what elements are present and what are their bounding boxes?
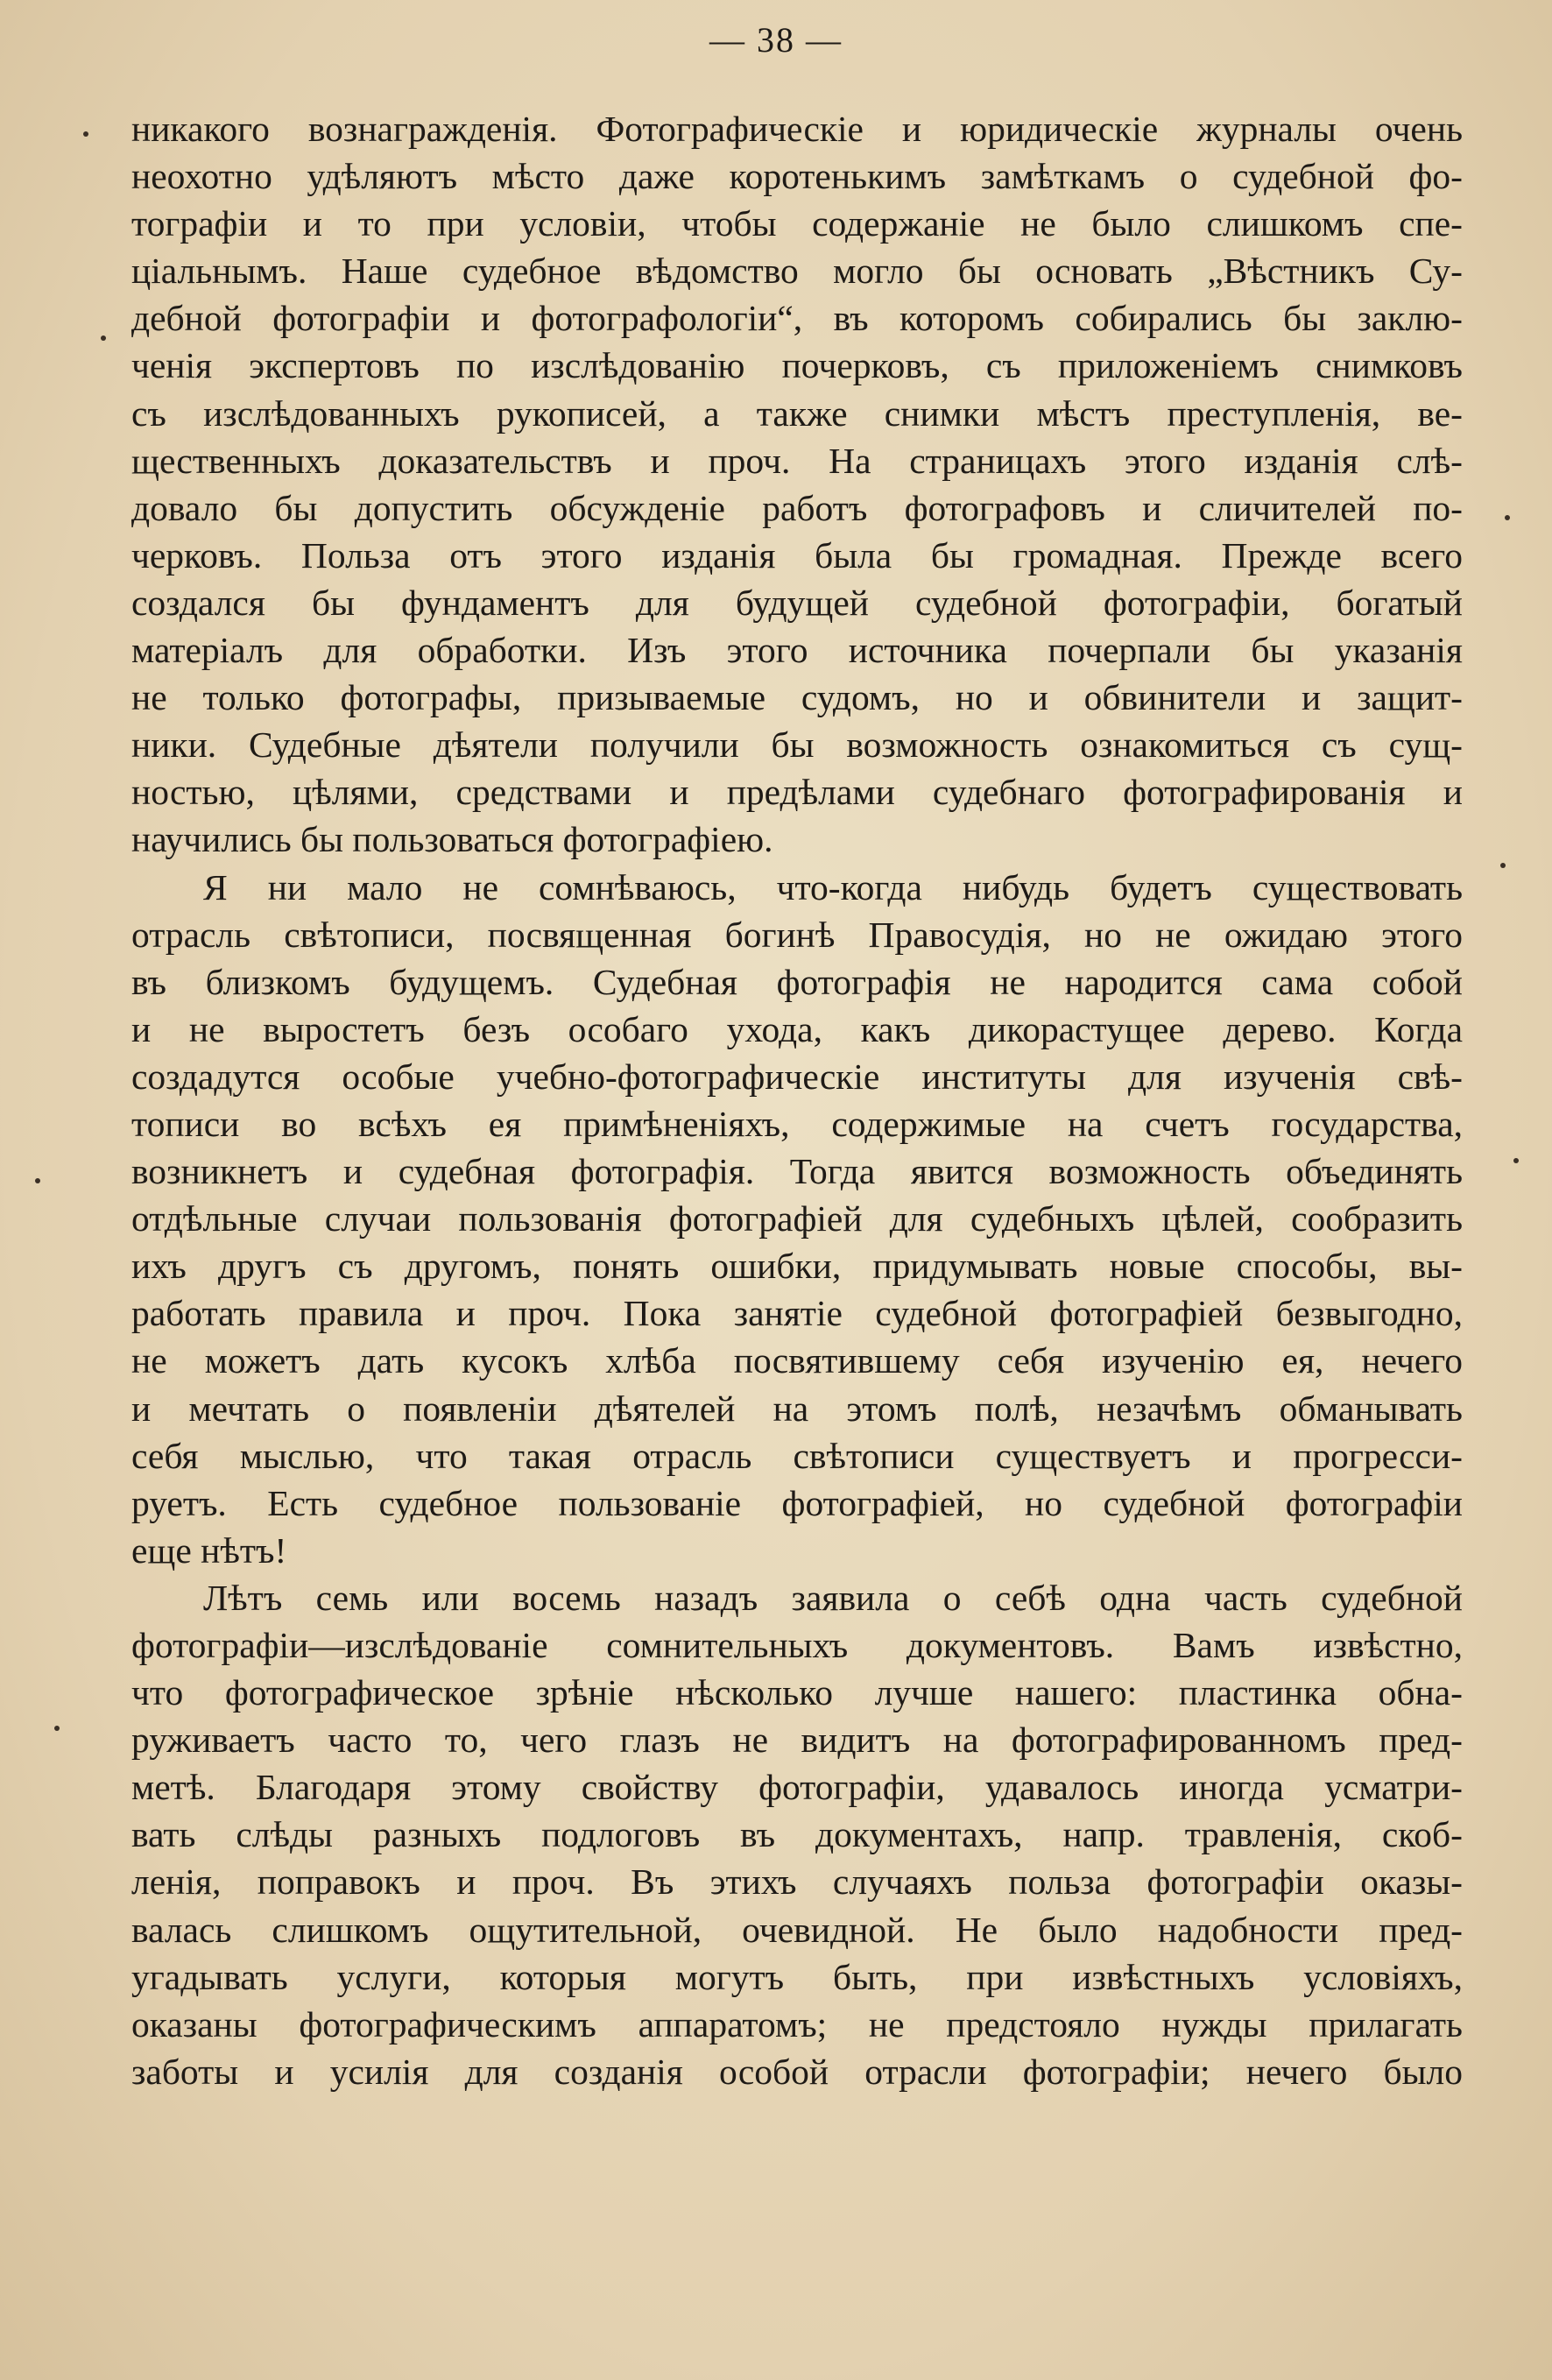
body-text (131, 105, 1463, 2095)
text-line: еще нѣтъ! (131, 1529, 287, 1571)
text-line: Я ни мало не сомнѣваюсь, что-когда нибудь будетъ существовать (203, 866, 1463, 908)
text-line: метѣ. Благодаря этому свойству фотографіи, удавалось иногда усматри- (131, 1767, 1463, 1808)
text-line: угадывать услуги, которыя могутъ быть, при извѣстныхъ условіяхъ, (131, 1956, 1463, 1997)
text-line: работать правила и проч. Пока занятіе судебной фотографіей безвыгодно, (131, 1293, 1463, 1334)
print-speck (1513, 1158, 1519, 1163)
text-line: щественныхъ доказательствъ и проч. На страницахъ этого изданія слѣ- (131, 440, 1463, 481)
text-line: отдѣльные случаи пользованія фотографіей для судебныхъ цѣлей, сообразить (131, 1198, 1463, 1239)
text-line: руживаетъ часто то, чего глазъ не видитъ на фотографированномъ пред- (131, 1720, 1463, 1761)
paragraph (131, 1574, 1463, 2095)
text-line: ціальнымъ. Наше судебное вѣдомство могло бы основать „Вѣстникъ Су- (131, 251, 1463, 292)
text-line: Лѣтъ семь или восемь назадъ заявила о себѣ одна часть судебной (203, 1577, 1463, 1618)
text-line: никакого вознагражденія. Фотографическіе и юридическіе журналы очень (131, 109, 1463, 149)
text-line: ностью, цѣлями, средствами и предѣлами судебнаго фотографированія и (131, 772, 1463, 813)
text-line: неохотно удѣляютъ мѣсто даже коротенькимъ замѣткамъ о судебной фо- (131, 156, 1463, 197)
text-line: ники. Судебные дѣятели получили бы возможность ознакомиться съ сущ- (131, 724, 1463, 766)
text-line: создался бы фундаментъ для будущей судебной фотографіи, богатый (131, 582, 1463, 623)
text-line: вать слѣды разныхъ подлоговъ въ документахъ, напр. травленія, скоб- (131, 1814, 1463, 1855)
text-line: фотографіи—изслѣдованіе сомнительныхъ документовъ. Вамъ извѣстно, (131, 1625, 1463, 1665)
text-line: и мечтать о появленіи дѣятелей на этомъ полѣ, незачѣмъ обманывать (131, 1388, 1463, 1429)
text-line: довало бы допустить обсужденіе работъ фотографовъ и сличителей по- (131, 487, 1463, 528)
text-line: себя мыслью, что такая отрасль свѣтописи существуетъ и прогресси- (131, 1435, 1463, 1476)
text-line: руетъ. Есть судебное пользованіе фотографіей, но судебной фотографіи (131, 1482, 1463, 1523)
print-speck (83, 131, 88, 137)
text-line: валась слишкомъ ощутительной, очевидной. Не было надобности пред- (131, 1909, 1463, 1950)
text-line: ленія, поправокъ и проч. Въ этихъ случаяхъ польза фотографіи оказы- (131, 1861, 1463, 1903)
paragraph (131, 864, 1463, 1574)
text-line: возникнетъ и судебная фотографія. Тогда явится возможность объединять (131, 1151, 1463, 1192)
text-line: тографіи и то при условіи, чтобы содержаніе не было слишкомъ спе- (131, 203, 1463, 244)
text-line: не можетъ дать кусокъ хлѣба посвятившему себя изученію ея, нечего (131, 1340, 1463, 1381)
text-line: и не выростетъ безъ особаго ухода, какъ дикорастущее дерево. Когда (131, 1008, 1463, 1049)
print-speck (1505, 515, 1510, 520)
text-line: ихъ другъ съ другомъ, понять ошибки, придумывать новые способы, вы- (131, 1246, 1463, 1287)
text-line: въ близкомъ будущемъ. Судебная фотографія не народится сама собой (131, 961, 1463, 1002)
text-line: дебной фотографіи и фотографологіи“, въ которомъ собирались бы заклю- (131, 298, 1463, 339)
paragraph (131, 105, 1463, 864)
text-line: научились бы пользоваться фотографіею. (131, 819, 773, 860)
text-line: что фотографическое зрѣніе нѣсколько лучше нашего: пластинка обна- (131, 1672, 1463, 1713)
text-line: съ изслѣдованныхъ рукописей, а также снимки мѣстъ преступленія, ве- (131, 392, 1463, 434)
print-speck (1500, 863, 1506, 868)
text-line: не только фотографы, призываемые судомъ, но и обвинители и защит- (131, 677, 1463, 718)
print-speck (35, 1178, 40, 1183)
text-line: матеріалъ для обработки. Изъ этого источника почерпали бы указанія (131, 630, 1463, 671)
text-line: оказаны фотографическимъ аппаратомъ; не предстояло нужды прилагать (131, 2003, 1463, 2045)
page-number: — 38 — (709, 20, 843, 60)
text-line: черковъ. Польза отъ этого изданія была бы громадная. Прежде всего (131, 534, 1463, 576)
text-line: ченія экспертовъ по изслѣдованію почерковъ, съ приложеніемъ снимковъ (131, 345, 1463, 386)
print-speck (54, 1726, 60, 1731)
text-line: создадутся особые учебно-фотографическіе институты для изученія свѣ- (131, 1056, 1463, 1097)
text-line: заботы и усилія для созданія особой отрасли фотографіи; нечего было (131, 2051, 1463, 2092)
print-speck (101, 335, 106, 341)
text-line: тописи во всѣхъ ея примѣненіяхъ, содержимые на счетъ государства, (131, 1103, 1463, 1144)
text-line: отрасль свѣтописи, посвященная богинѣ Правосудія, но не ожидаю этого (131, 914, 1463, 955)
